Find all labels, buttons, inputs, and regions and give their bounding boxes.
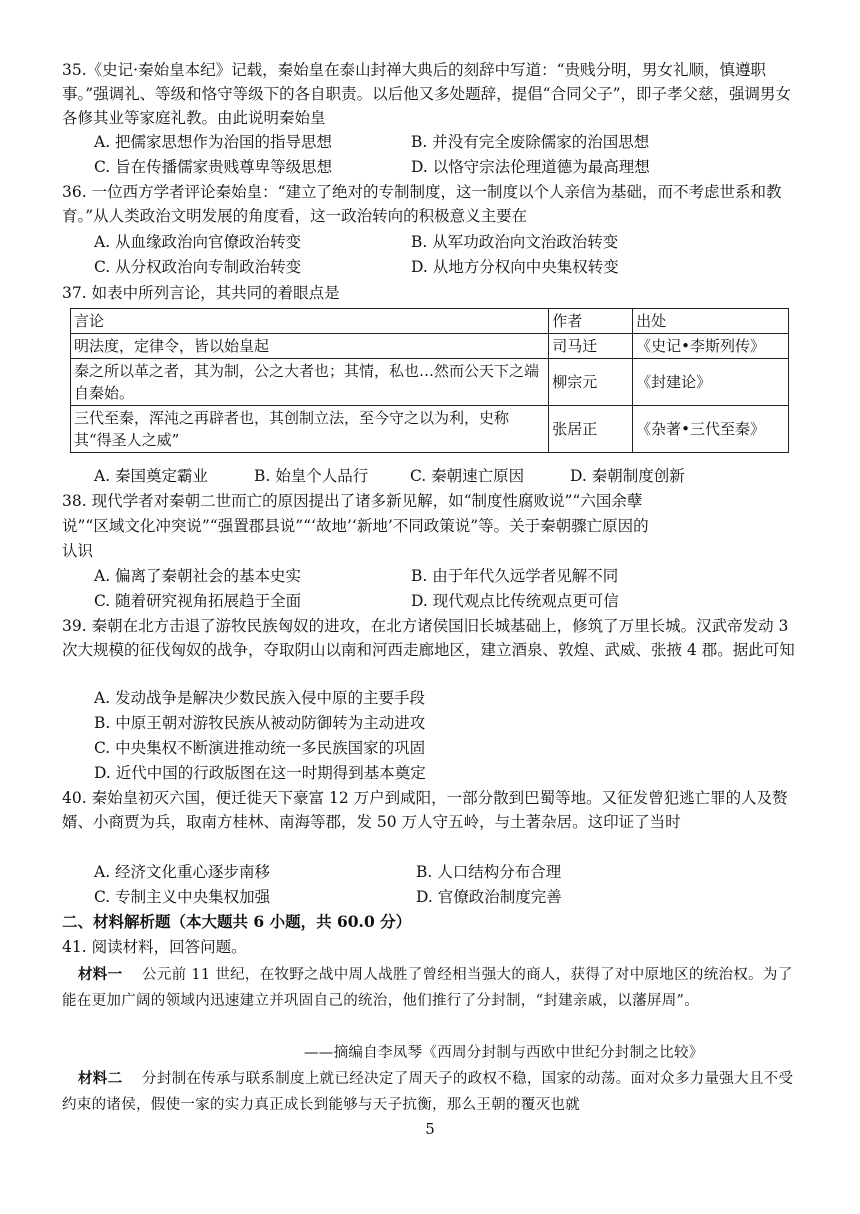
q39-stem: 39. 秦朝在北方击退了游牧民族匈奴的进攻，在北方诸侯国旧长城基础上，修筑了万里长城。汉武帝发动 3 次大规模的征伐匈奴的战争，夺取阴山以南和河西走廊地区，建立酒泉、敦煌、武威、张掖 4 郡。据此可知: [62, 617, 795, 659]
table-cell: 秦之所以革之者，其为制，公之大者也；其情，私也…然而公天下之端自秦始。: [71, 359, 549, 406]
q40-option-c: C. 专制主义中央集权加强: [94, 888, 271, 906]
page-number: 5: [425, 1120, 435, 1138]
table-cell: 明法度，定律令，皆以始皇起: [71, 334, 549, 359]
q36-option-d: D. 从地方分权向中央集权转变: [411, 258, 619, 276]
q37-stem: 37. 如表中所列言论，其共同的着眼点是: [62, 284, 340, 302]
q39-option-d: D. 近代中国的行政版图在这一时期得到基本奠定: [94, 764, 426, 782]
q40-option-d: D. 官僚政治制度完善: [416, 888, 562, 906]
q35-option-c: C. 旨在传播儒家贵贱尊卑等级思想: [94, 158, 333, 176]
table-cell: 《封建论》: [633, 359, 789, 406]
table-cell: 《杂著•三代至秦》: [633, 406, 789, 453]
material-one-label: 材料一: [78, 966, 123, 983]
table-cell: 司马迁: [549, 334, 633, 359]
header-cell: 作者: [549, 309, 633, 334]
table-cell: 柳宗元: [549, 359, 633, 406]
q35-option-d: D. 以恪守宗法伦理道德为最高理想: [411, 158, 650, 176]
q38-option-a: A. 偏离了秦朝社会的基本史实: [94, 567, 302, 585]
q40-option-b: B. 人口结构分布合理: [416, 863, 562, 881]
q37-option-c: C. 秦朝速亡原因: [410, 467, 525, 485]
material-one: [62, 962, 802, 1014]
header-cell: 出处: [633, 309, 789, 334]
q38-stem-line1: 38. 现代学者对秦朝二世而亡的原因提出了诸多新见解，如“制度性腐败说”“六国余孽: [62, 492, 643, 510]
q39-option-b: B. 中原王朝对游牧民族从被动防御转为主动进攻: [94, 714, 426, 732]
table-cell: 张居正: [549, 406, 633, 453]
q35-option-b: B. 并没有完全废除儒家的治国思想: [411, 133, 650, 151]
q36-stem: 36. 一位西方学者评论秦始皇：“建立了绝对的专制制度，这一制度以个人亲信为基础，而不考虑世系和教育。”从人类政治文明发展的角度看，这一政治转向的积极意义主要在: [62, 183, 782, 225]
material-one-source: ——摘编自李凤琴《西周分封制与西欧中世纪分封制之比较》: [304, 1045, 704, 1061]
q37-table: [70, 308, 789, 453]
q40-stem: 40. 秦始皇初灭六国，便迁徙天下豪富 12 万户到咸阳，一部分散到巴蜀等地。又征发曾犯逃亡罪的人及赘婿、小商贾为兵，取南方桂林、南海等郡，发 50 万人守五岭，与土著杂居。这印证了当时: [62, 789, 788, 831]
table-cell: 《史记•李斯列传》: [633, 334, 789, 359]
q38-stem-line2: 说”“区域文化冲突说”“强置郡县说”“‘故地’‘新地’不同政策说”等。关于秦朝骤亡原因的: [62, 517, 649, 535]
material-two-text: 分封制在传承与联系制度上就已经决定了周天子的政权不稳，国家的动荡。面对众多力量强大且不受约束的诸侯，假使一家的实力真正成长到能够与天子抗衡，那么王朝的覆灭也就: [62, 1071, 794, 1113]
section-title: 二、材料解析题（本大题共 6 小题，共 60.0 分）: [62, 912, 412, 931]
q40-option-a: A. 经济文化重心逐步南移: [94, 863, 271, 881]
q38-option-d: D. 现代观点比传统观点更可信: [411, 592, 619, 610]
q35-stem: 35.《史记·秦始皇本纪》记载，秦始皇在泰山封禅大典后的刻辞中写道：“贵贱分明，男女礼顺，慎遵职事。”强调礼、等级和恪守等级下的各自职责。以后他又多处题辞，提倡“合同父子”，即子孝父慈，强调男女各修其业等家庭礼教。由此说明秦始皇: [62, 61, 792, 127]
q38-option-b: B. 由于年代久远学者见解不同: [411, 567, 619, 585]
material-one-text: 公元前 11 世纪，在牧野之战中周人战胜了曾经相当强大的商人，获得了对中原地区的统治权。为了能在更加广阔的领域内迅速建立并巩固自己的统治，他们推行了分封制，“封建亲戚，以藩屏周”。: [62, 967, 793, 1009]
q36-option-a: A. 从血缘政治向官僚政治转变: [94, 233, 302, 251]
q38-option-c: C. 随着研究视角拓展趋于全面: [94, 592, 302, 610]
q37-option-d: D. 秦朝制度创新: [570, 467, 685, 485]
q39-option-c: C. 中央集权不断演进推动统一多民族国家的巩固: [94, 739, 426, 757]
q36-option-c: C. 从分权政治向专制政治转变: [94, 258, 302, 276]
q41-stem: 41. 阅读材料，回答问题。: [62, 938, 247, 956]
q35-option-a: A. 把儒家思想作为治国的指导思想: [94, 133, 333, 151]
q36-option-b: B. 从军功政治向文治政治转变: [411, 233, 619, 251]
table-row: [71, 334, 789, 359]
material-two: [62, 1066, 802, 1118]
table-cell: 三代至秦，浑沌之再辟者也，其创制立法，至今守之以为利，史称其“得圣人之威”: [71, 406, 549, 453]
q38-stem-line3: 认识: [62, 542, 94, 560]
q37-option-a: A. 秦国奠定霸业: [94, 467, 209, 485]
q37-option-b: B. 始皇个人品行: [254, 467, 369, 485]
header-cell: 言论: [71, 309, 549, 334]
table-header-row: [71, 309, 789, 334]
table-row: [71, 406, 789, 453]
q39-option-a: A. 发动战争是解决少数民族入侵中原的主要手段: [94, 689, 426, 707]
material-two-label: 材料二: [78, 1070, 123, 1087]
table-row: [71, 359, 789, 406]
